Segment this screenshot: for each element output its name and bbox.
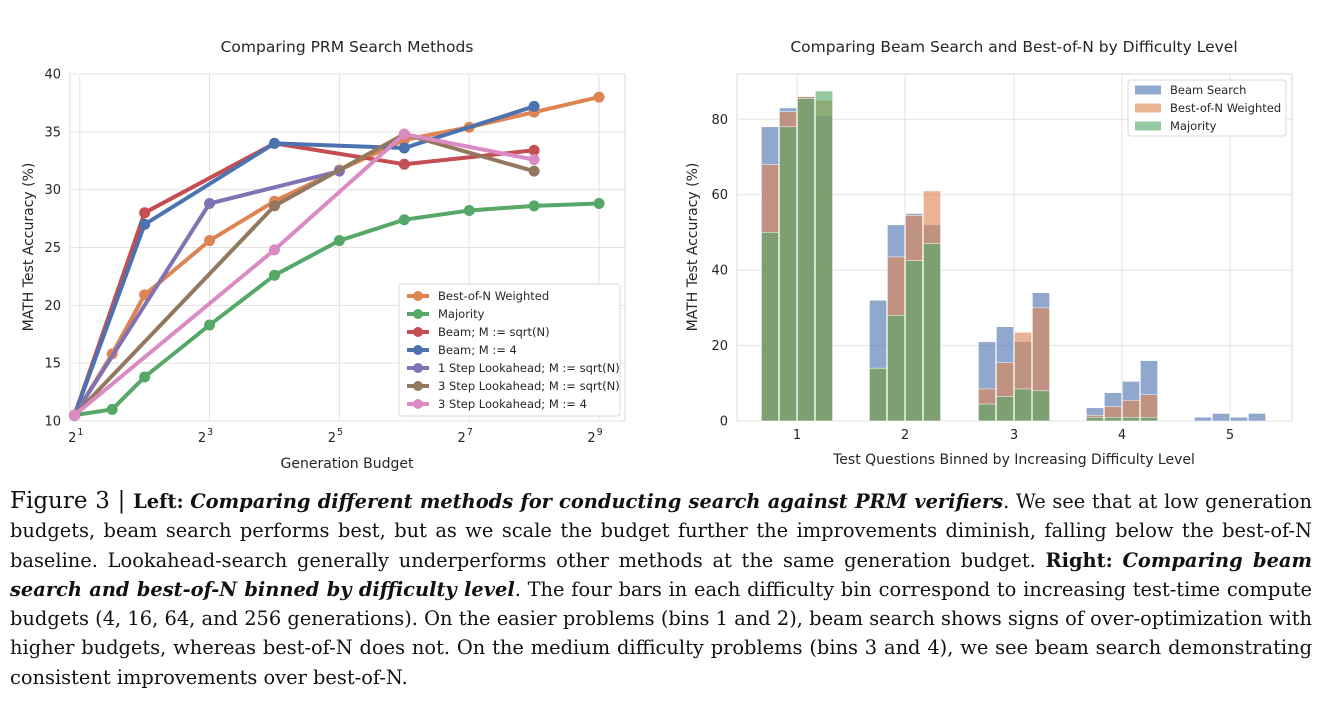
left-y-tick-label: 15	[44, 356, 61, 372]
left-data-point	[399, 159, 410, 170]
left-y-tick-label: 40	[44, 67, 61, 83]
left-data-point	[529, 200, 540, 211]
left-y-tick-label: 35	[44, 125, 61, 141]
right-bar	[869, 368, 886, 421]
right-bar-chart	[685, 38, 1292, 468]
right-bar	[1104, 417, 1121, 421]
left-legend-label: Majority	[438, 307, 485, 321]
left-x-tick-label: $2^7$	[457, 427, 473, 446]
right-y-tick-label: 80	[711, 112, 728, 128]
right-x-tick-label: 5	[1225, 428, 1235, 443]
left-data-point	[107, 404, 118, 415]
left-data-point	[69, 410, 80, 421]
left-legend-label: 3 Step Lookahead; M := sqrt(N)	[438, 379, 620, 393]
left-legend-marker	[413, 363, 423, 373]
left-data-point	[334, 235, 345, 246]
right-bar	[1248, 413, 1265, 421]
left-y-tick-label: 25	[44, 241, 61, 256]
left-data-point	[529, 166, 540, 177]
left-x-tick-label: $2^9$	[587, 427, 603, 446]
left-x-tick-label: $2^5$	[327, 427, 344, 446]
caption-left-title: Comparing different methods for conducting search against PRM verifiers	[190, 490, 1004, 513]
left-data-point	[399, 214, 410, 225]
right-bar	[887, 315, 904, 421]
left-legend	[399, 284, 620, 416]
left-x-tick-label: $2^3$	[197, 427, 214, 446]
left-y-axis-label: MATH Test Accuracy (%)	[21, 162, 37, 332]
left-x-tick-label: $2^1$	[68, 427, 84, 446]
right-bar	[923, 244, 940, 421]
left-legend-label: 1 Step Lookahead; M := sqrt(N)	[438, 361, 620, 375]
right-legend-swatch	[1135, 86, 1161, 95]
left-data-point	[529, 154, 540, 165]
left-legend-label: Beam; M := sqrt(N)	[438, 325, 550, 339]
left-data-point	[269, 138, 280, 149]
caption-right-body: . The four bars in each difficulty bin correspond to increasing test-time compute budgets (4, 16, 64, and 256 generations). On the easier problems (bins 1 and 2), beam search shows signs of over-optimization with higher budgets, whereas best-of-N does not. On the medium difficulty problems (bins 3 and 4), we see beam search demonstrating consistent improvements over best-of-N.	[10, 577, 1312, 689]
right-bar	[1086, 417, 1103, 421]
right-bar	[779, 127, 796, 421]
figure-caption	[10, 487, 1312, 692]
right-legend	[1128, 80, 1286, 136]
right-bar	[1194, 417, 1211, 421]
left-data-point	[464, 205, 475, 216]
left-legend-marker	[413, 291, 423, 301]
right-x-axis-label: Test Questions Binned by Increasing Difficulty Level	[833, 452, 1195, 468]
left-data-point	[594, 92, 605, 103]
right-bar	[1122, 417, 1139, 421]
left-legend-label: Best-of-N Weighted	[438, 289, 550, 303]
right-bar	[815, 91, 832, 421]
left-data-point	[594, 198, 605, 209]
left-legend-marker	[413, 399, 423, 409]
caption-left-body: . We see that at low generation budgets, beam search performs best, but as we scale the budget further the improvements diminish, falling below the best-of-N baseline. Lookahead-search generally underperforms other methods at the same generation budget.	[10, 490, 1313, 572]
right-bar	[1140, 417, 1157, 421]
right-x-tick-label: 1	[792, 428, 802, 443]
right-y-tick-label: 40	[711, 263, 728, 279]
right-bar	[1212, 413, 1229, 421]
right-legend-label: Best-of-N Weighted	[1170, 101, 1282, 115]
left-x-axis-label: Generation Budget	[280, 456, 414, 472]
left-y-tick-label: 10	[44, 414, 61, 430]
left-legend-marker	[413, 381, 423, 391]
right-bar	[996, 396, 1013, 421]
right-y-axis-label: MATH Test Accuracy (%)	[685, 162, 701, 332]
right-bar	[797, 99, 814, 421]
right-x-tick-label: 2	[900, 428, 910, 443]
right-legend-label: Beam Search	[1170, 83, 1247, 97]
left-legend-marker	[413, 309, 423, 319]
left-data-point	[269, 200, 280, 211]
left-legend-label: 3 Step Lookahead; M := 4	[438, 397, 587, 411]
left-chart-title: Comparing PRM Search Methods	[220, 38, 474, 56]
caption-figure-number: Figure 3 |	[10, 488, 134, 514]
left-data-point	[399, 129, 410, 140]
right-bar	[978, 404, 995, 421]
left-data-point	[204, 198, 215, 209]
left-data-point	[204, 319, 215, 330]
right-y-tick-label: 60	[711, 188, 728, 204]
right-y-tick-label: 0	[719, 414, 728, 430]
right-x-tick-label: 4	[1117, 428, 1127, 443]
right-legend-swatch	[1135, 122, 1161, 131]
left-legend-marker	[413, 327, 423, 337]
left-data-point	[269, 244, 280, 255]
right-x-tick-label: 3	[1009, 428, 1019, 443]
right-y-tick-label: 20	[711, 339, 728, 355]
right-bar	[761, 232, 778, 421]
caption-right-title: Comparing beam search and best-of-N binned by difficulty level	[10, 548, 1312, 601]
right-chart-title: Comparing Beam Search and Best-of-N by Difficulty Level	[790, 38, 1238, 56]
left-data-point	[139, 219, 150, 230]
right-bar	[1032, 391, 1049, 421]
left-data-point	[139, 207, 150, 218]
left-line-chart	[21, 38, 625, 472]
left-y-tick-label: 20	[44, 298, 61, 314]
left-data-point	[204, 235, 215, 246]
right-bar	[905, 261, 922, 421]
caption-right-label: Right:	[1045, 548, 1113, 572]
right-bar	[1230, 417, 1247, 421]
right-bar	[1014, 389, 1031, 421]
left-legend-label: Beam; M := 4	[438, 343, 517, 357]
left-legend-marker	[413, 345, 423, 355]
left-data-point	[399, 143, 410, 154]
right-legend-swatch	[1135, 104, 1161, 113]
right-legend-label: Majority	[1170, 119, 1217, 133]
left-data-point	[529, 101, 540, 112]
left-data-point	[269, 270, 280, 281]
left-data-point	[139, 372, 150, 383]
caption-left-label: Left:	[133, 490, 184, 513]
left-y-tick-label: 30	[44, 183, 61, 199]
